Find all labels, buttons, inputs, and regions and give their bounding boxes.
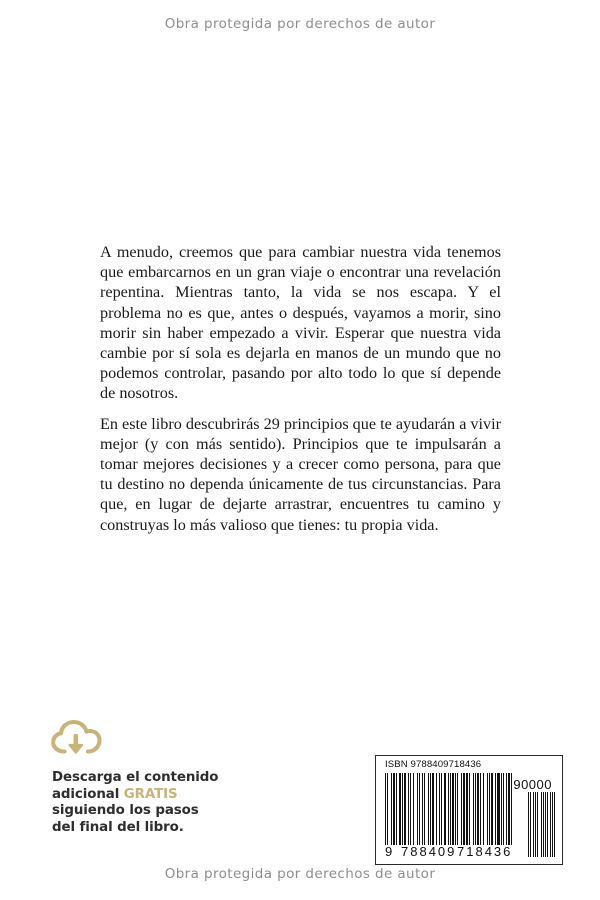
barcode-bars-main [385, 773, 515, 845]
barcode-bar [422, 773, 423, 845]
barcode-bar [483, 773, 484, 845]
barcode-bar [439, 773, 440, 845]
isbn-label: ISBN 9788409718436 [385, 759, 482, 770]
barcode-bar [480, 773, 481, 845]
barcode-bar [554, 792, 555, 857]
blurb-paragraph-1: A menudo, creemos que para cambiar nuestra vida tenemos que embarcarnos en un gran viaje o encontrar una revelación repentina. Mientras tanto, la vida se nos escapa. Y el problema no es que, antes o después, vayamos a morir, sino morir sin haber empezado a vivir. Esperar que nuestra vida cambie por sí sola es dejarla en manos de un mundo que no podemos controlar, pasando por alto todo lo que sí depende de nosotros. [100, 243, 501, 403]
barcode-bar [535, 792, 536, 857]
barcode-bar [506, 773, 507, 845]
barcode-bar [487, 773, 488, 845]
barcode-bar [501, 773, 502, 845]
barcode-digits [385, 844, 517, 860]
barcode-bar [463, 773, 465, 845]
barcode-bar [475, 773, 476, 845]
isbn-barcode [375, 755, 563, 865]
barcode-bar [541, 792, 542, 857]
barcode-bars-addon [528, 792, 557, 857]
barcode-bar [545, 792, 546, 857]
download-promo-text [52, 770, 252, 836]
barcode-bar [455, 773, 456, 845]
barcode-bar [448, 773, 449, 845]
barcode-bar [396, 773, 397, 845]
barcode-bar [466, 773, 468, 845]
barcode-bar [385, 773, 386, 845]
barcode-bar [410, 773, 411, 845]
barcode-bar [402, 773, 403, 845]
barcode-bar [428, 773, 429, 845]
barcode-bar [533, 792, 534, 857]
barcode-bar [452, 773, 454, 845]
barcode-bar [457, 773, 458, 845]
promo-line-2-prefix: adicional [52, 786, 124, 802]
barcode-addon-label: 90000 [513, 777, 552, 792]
barcode-bar [393, 773, 395, 845]
barcode-bar [552, 792, 553, 857]
barcode-bar [503, 773, 504, 845]
promo-line-3: siguiendo los pasos [52, 803, 199, 819]
promo-gratis-highlight: GRATIS [123, 786, 178, 802]
barcode-bar [450, 773, 451, 845]
barcode-bar [495, 773, 496, 845]
barcode-bar [473, 773, 474, 845]
copyright-watermark-bottom: Obra protegida por derechos de autor [164, 866, 436, 882]
barcode-bar [399, 773, 401, 845]
barcode-bar [530, 792, 531, 857]
barcode-bar [508, 773, 510, 845]
barcode-bar [543, 792, 544, 857]
barcode-bar [489, 773, 490, 845]
barcode-bar [419, 773, 421, 845]
barcode-bar [547, 792, 548, 857]
barcode-bar [469, 773, 470, 845]
barcode-bar [497, 773, 500, 845]
barcode-bar [404, 773, 407, 845]
barcode-bar [387, 773, 388, 845]
barcode-bar [550, 792, 551, 857]
copyright-watermark-top: Obra protegida por derechos de autor [164, 16, 436, 32]
barcode-bar [391, 773, 392, 845]
barcode-bar [477, 773, 479, 845]
barcode-bar [432, 773, 435, 845]
blurb-paragraph-2: En este libro descubrirás 29 principios que te ayudarán a vivir mejor (y con más sentido). Principios que te impulsarán a tomar mejores decisiones y a crecer como persona, para que tu destino no dependa únicamente de tus circunstancias. Para que, en lugar de dejarte arrastrar, encuentres tu camino y construyas lo más valioso que tienes: tu propia vida. [100, 414, 501, 534]
cloud-download-icon [48, 716, 104, 764]
barcode-bar [537, 792, 538, 857]
barcode-bar [424, 773, 426, 845]
promo-line-1: Descarga el contenido [52, 770, 219, 785]
barcode-bar [430, 773, 431, 845]
barcode-bar [441, 773, 443, 845]
barcode-bar [413, 773, 414, 845]
barcode-digit-lead: 9 [385, 844, 393, 859]
download-promo-block [52, 716, 252, 836]
barcode-bar [528, 792, 529, 857]
barcode-bar [444, 773, 447, 845]
barcode-bar [417, 773, 418, 845]
promo-line-4: del final del libro. [52, 819, 184, 835]
barcode-digits-left: 788409 [401, 844, 457, 859]
back-cover-blurb [100, 242, 501, 535]
barcode-bar [408, 773, 409, 845]
barcode-bar [461, 773, 462, 845]
barcode-bar [511, 773, 512, 845]
barcode-bar [436, 773, 438, 845]
barcode-digits-right: 718436 [457, 844, 513, 859]
barcode-bar [491, 773, 493, 845]
